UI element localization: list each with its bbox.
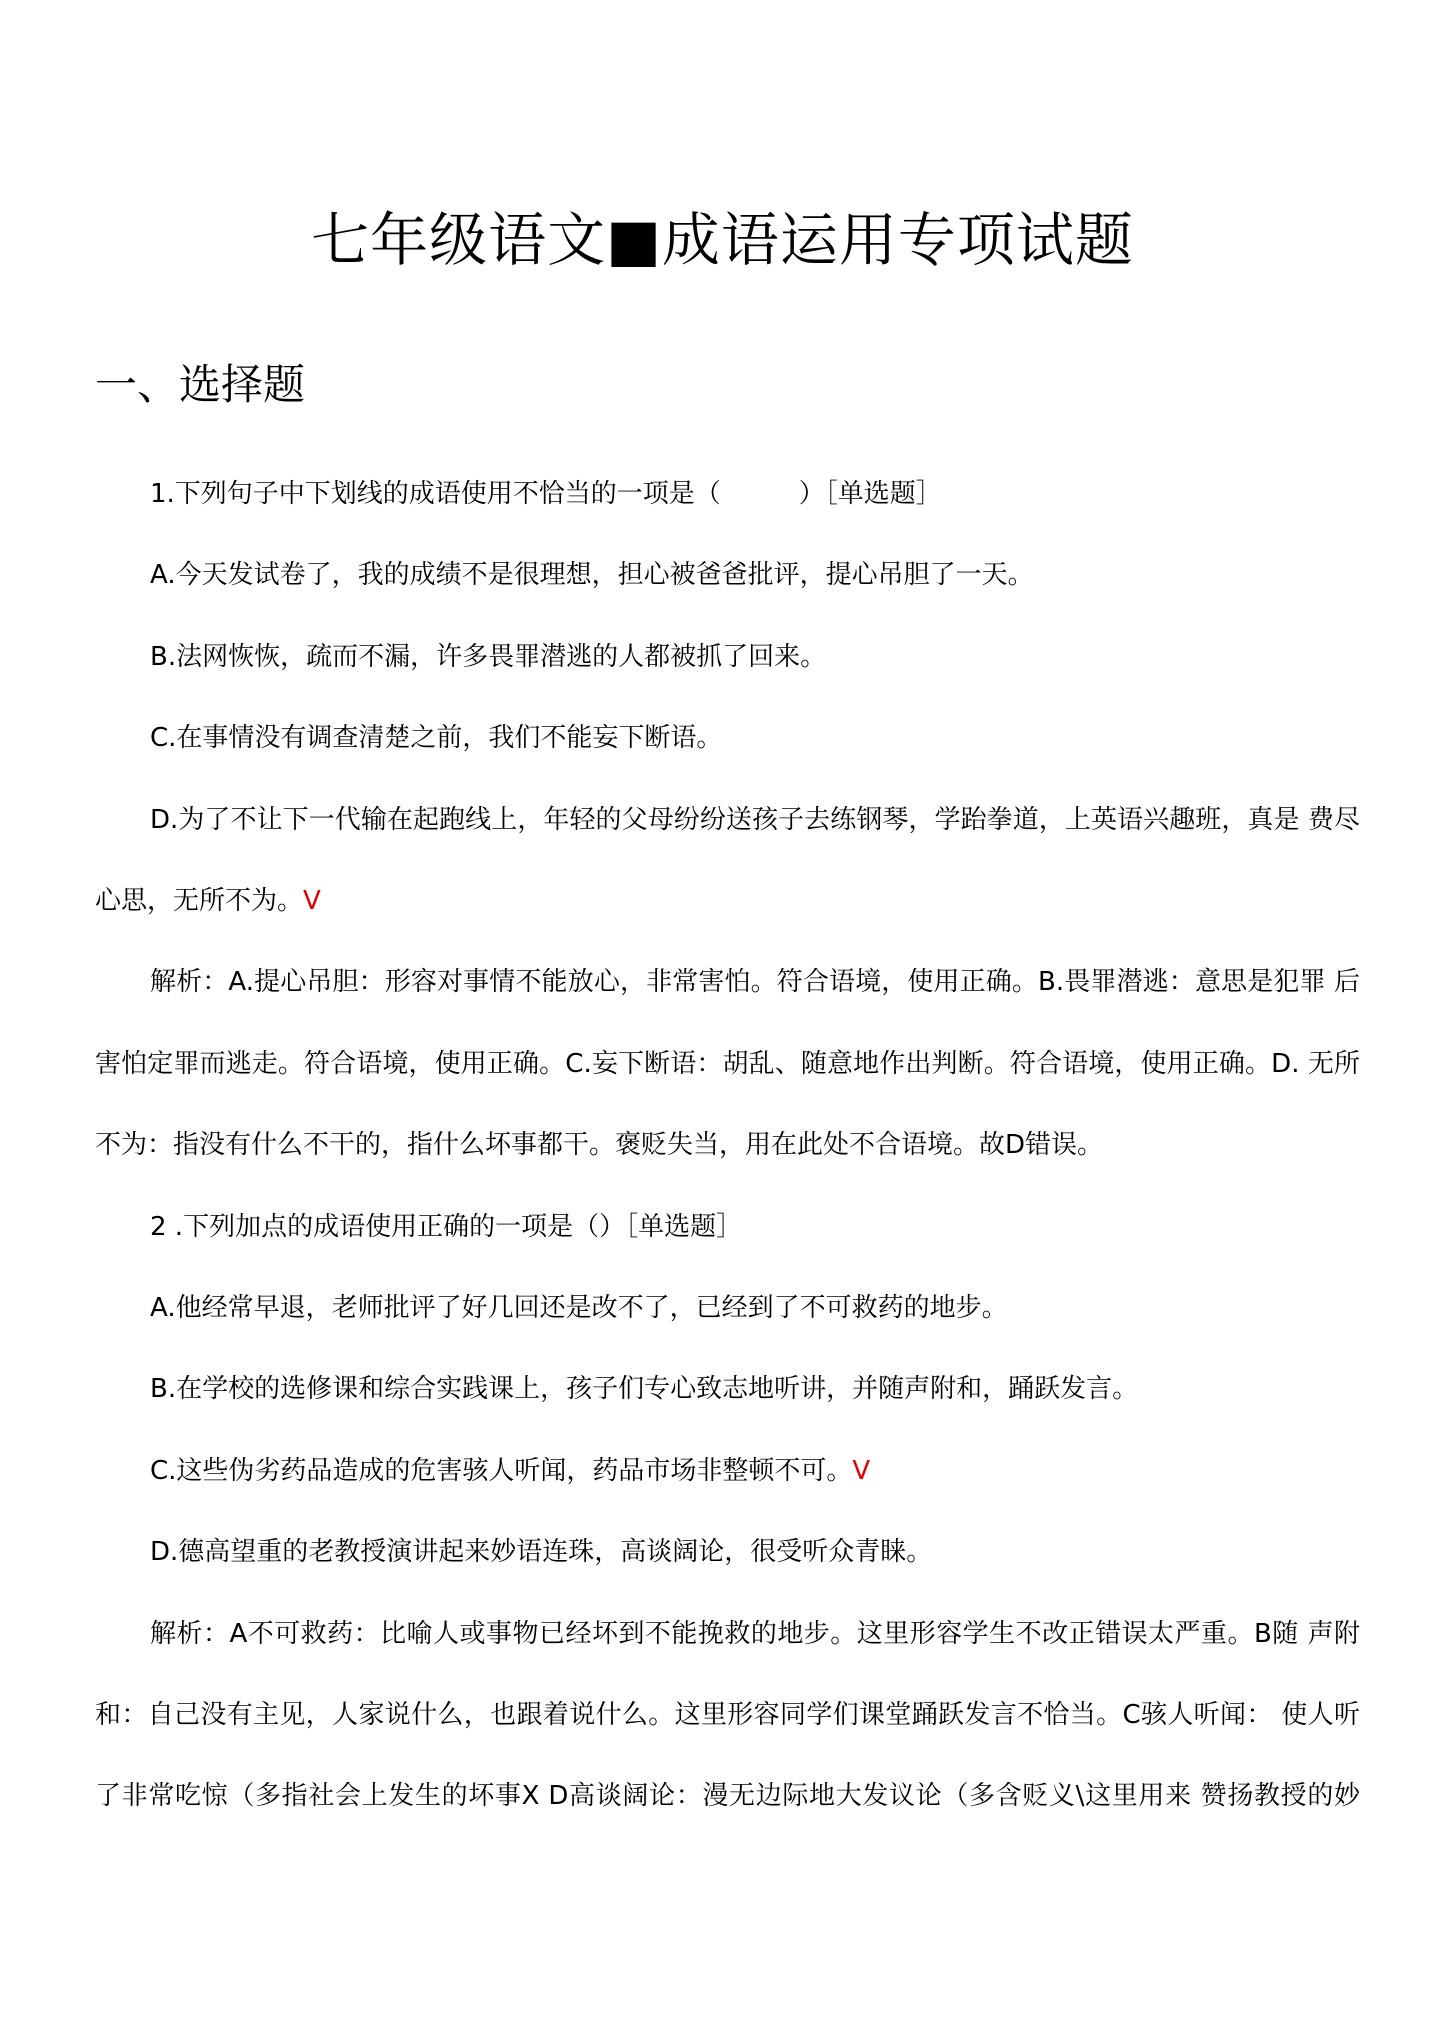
question-1-explanation-line-1: 解析：A.提心吊胆：形容对事情不能放心，非常害怕。符合语境，使用正确。B.畏罪潜逃：意思是犯罪 后 (150, 967, 1360, 997)
question-1-option-a: A.今天发试卷了，我的成绩不是很理想，担心被爸爸批评，提心吊胆了一天。 (150, 560, 1034, 590)
question-1-option-d-line-1: D.为了不让下一代输在起跑线上，年轻的父母纷纷送孩子去练钢琴，学跆拳道，上英语兴趣班，真是 费尽 (150, 805, 1360, 835)
question-1-explanation-line-3: 不为：指没有什么不干的，指什么坏事都干。褒贬失当，用在此处不合语境。故D错误。 (95, 1130, 1104, 1160)
question-1-stem: 1.下列句子中下划线的成语使用不恰当的一项是（ ）［单选题］ (150, 479, 942, 509)
question-1-option-b: B.法网恢恢，疏而不漏，许多畏罪潜逃的人都被抓了回来。 (150, 642, 827, 672)
question-2-explanation-line-2: 和：自己没有主见，人家说什么，也跟着说什么。这里形容同学们课堂踊跃发言不恰当。C骇人听闻： 使人听 (95, 1700, 1360, 1730)
question-1-explanation-line-2: 害怕定罪而逃走。符合语境，使用正确。C.妄下断语：胡乱、随意地作出判断。符合语境，使用正确。D. 无所 (95, 1049, 1360, 1079)
section-heading: 一、选择题 (95, 360, 306, 409)
question-2-stem: 2 .下列加点的成语使用正确的一项是（）［单选题］ (150, 1212, 743, 1242)
answer-check-mark: V (303, 886, 321, 916)
answer-check-mark: V (852, 1456, 871, 1486)
question-2-explanation-line-1: 解析：A不可救药：比喻人或事物已经坏到不能挽救的地步。这里形容学生不改正错误太严重。B随 声附 (150, 1619, 1360, 1649)
question-1-option-d-text: 心思，无所不为。 (95, 886, 304, 916)
question-2-option-b: B.在学校的选修课和综合实践课上，孩子们专心致志地听讲，并随声附和，踊跃发言。 (150, 1374, 1139, 1404)
question-2-option-c (150, 1451, 1360, 1491)
document-title: 七年级语文■成语运用专项试题 (311, 206, 1134, 274)
question-1-option-d-line-2 (95, 881, 1360, 921)
question-2-explanation-line-3: 了非常吃惊（多指社会上发生的坏事X D高谈阔论：漫无边际地大发议论（多含贬义\这里用来 赞扬教授的妙 (95, 1781, 1360, 1811)
question-2-option-c-text: C.这些伪劣药品造成的危害骇人听闻，药品市场非整顿不可。 (150, 1456, 853, 1486)
question-2-option-d: D.德高望重的老教授演讲起来妙语连珠，高谈阔论，很受听众青睐。 (150, 1537, 933, 1567)
question-2-option-a: A.他经常早退，老师批评了好几回还是改不了，已经到了不可救药的地步。 (150, 1293, 1008, 1323)
question-1-option-c: C.在事情没有调查清楚之前，我们不能妄下断语。 (150, 723, 723, 753)
